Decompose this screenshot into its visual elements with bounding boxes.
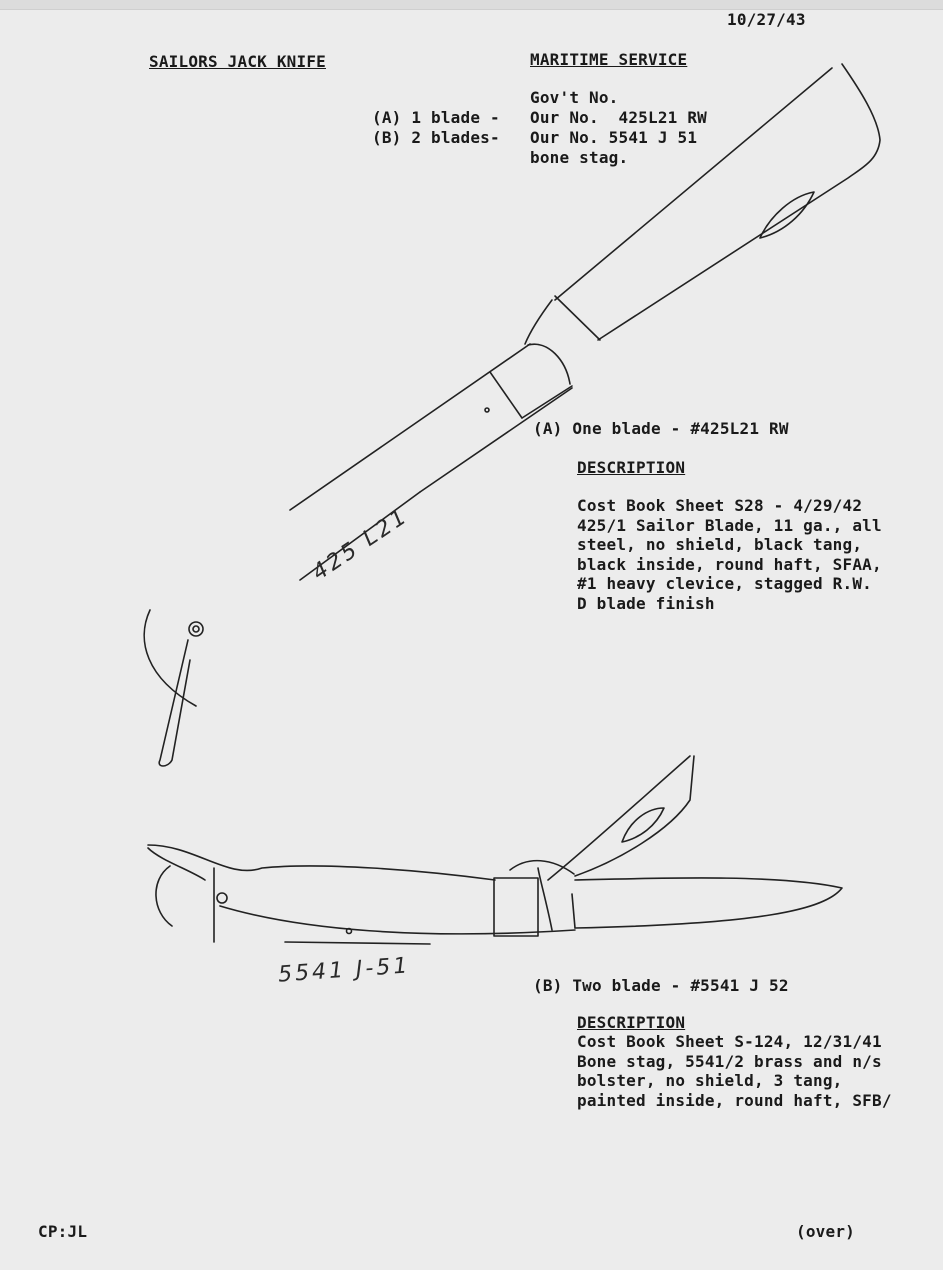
section-a-line-6: D blade finish xyxy=(577,594,715,613)
footer-initials: CP:JL xyxy=(38,1222,88,1241)
section-b-heading: (B) Two blade - #5541 J 52 xyxy=(533,976,789,995)
section-a-line-4: black inside, round haft, SFAA, xyxy=(577,555,882,574)
section-a-description-label: DESCRIPTION xyxy=(577,458,686,477)
govt-number-label: Gov't No. xyxy=(530,88,619,107)
section-a-line-3: steel, no shield, black tang, xyxy=(577,535,863,554)
section-a-line-2: 425/1 Sailor Blade, 11 ga., all xyxy=(577,516,882,535)
header-row-b-left: (B) 2 blades- xyxy=(372,128,500,147)
header-material: bone stag. xyxy=(530,148,629,167)
section-b-line-1: Cost Book Sheet S-124, 12/31/41 xyxy=(577,1032,882,1051)
header-row-b-right: Our No. 5541 J 51 xyxy=(530,128,698,147)
section-b-line-3: bolster, no shield, 3 tang, xyxy=(577,1071,843,1090)
header-row-a-right: Our No. 425L21 RW xyxy=(530,108,707,127)
section-b-line-4: painted inside, round haft, SFB/ xyxy=(577,1091,892,1110)
section-a-line-1: Cost Book Sheet S28 - 4/29/42 xyxy=(577,496,863,515)
title-maritime-service: MARITIME SERVICE xyxy=(530,50,688,69)
title-sailors-jack-knife: SAILORS JACK KNIFE xyxy=(149,52,326,71)
section-b-description-label: DESCRIPTION xyxy=(577,1013,686,1032)
section-b-line-2: Bone stag, 5541/2 brass and n/s xyxy=(577,1052,882,1071)
knife-a-drawing xyxy=(144,64,880,766)
handwritten-5541-j51: 5541 J-51 xyxy=(277,953,412,988)
knife-b-drawing xyxy=(148,756,842,944)
handwritten-425l21: 425 L21 xyxy=(308,503,414,586)
section-a-heading: (A) One blade - #425L21 RW xyxy=(533,419,789,438)
footer-over: (over) xyxy=(796,1222,855,1241)
document-date: 10/27/43 xyxy=(727,10,806,29)
section-a-line-5: #1 heavy clevice, stagged R.W. xyxy=(577,574,872,593)
header-row-a-left: (A) 1 blade - xyxy=(372,108,500,127)
